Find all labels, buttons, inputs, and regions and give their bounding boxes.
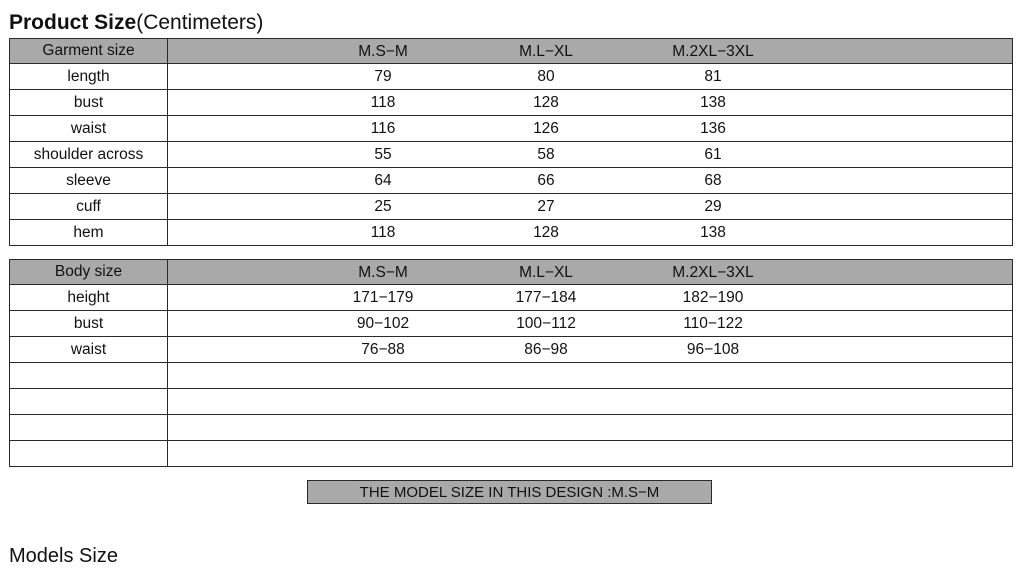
cell-value: 171−179 xyxy=(352,289,414,306)
row-label: shoulder across xyxy=(10,142,168,168)
row-values xyxy=(168,389,1013,415)
cell-value: 61 xyxy=(704,146,722,163)
size-header-cells xyxy=(168,39,1013,64)
row-values xyxy=(168,363,1013,389)
table-row xyxy=(10,415,1013,441)
table-row xyxy=(10,116,1013,142)
row-label: waist xyxy=(10,337,168,363)
table-row xyxy=(10,441,1013,467)
size-header-1: M.S−M xyxy=(358,264,408,281)
cell-value: 55 xyxy=(374,146,392,163)
row-label xyxy=(10,363,168,389)
cell-value: 182−190 xyxy=(682,289,744,306)
models-size-title: Models Size xyxy=(9,545,118,567)
cell-value: 81 xyxy=(704,68,722,85)
cell-value: 80 xyxy=(537,68,555,85)
table-row xyxy=(10,337,1013,363)
cell-value: 27 xyxy=(537,198,555,215)
row-values xyxy=(168,142,1013,168)
row-values xyxy=(168,194,1013,220)
cell-value: 118 xyxy=(370,224,396,241)
size-header-1: M.S−M xyxy=(358,43,408,60)
cell-value: 58 xyxy=(537,146,555,163)
table-row xyxy=(10,285,1013,311)
cell-value: 110−122 xyxy=(683,315,743,332)
row-label: length xyxy=(10,64,168,90)
table-row xyxy=(10,363,1013,389)
cell-value: 136 xyxy=(700,120,726,137)
cell-value: 79 xyxy=(374,68,392,85)
table-row xyxy=(10,64,1013,90)
size-header-cells xyxy=(168,260,1013,285)
table-header-row xyxy=(10,260,1013,285)
cell-value: 126 xyxy=(533,120,559,137)
cell-value: 177−184 xyxy=(515,289,577,306)
row-values xyxy=(168,337,1013,363)
row-values xyxy=(168,285,1013,311)
cell-value: 96−108 xyxy=(686,341,740,358)
row-label xyxy=(10,389,168,415)
table-row xyxy=(10,389,1013,415)
cell-value: 90−102 xyxy=(356,315,410,332)
cell-value: 25 xyxy=(374,198,392,215)
cell-value: 116 xyxy=(370,120,396,137)
model-size-note: THE MODEL SIZE IN THIS DESIGN :M.S−M xyxy=(307,480,712,504)
table-row xyxy=(10,142,1013,168)
row-values xyxy=(168,311,1013,337)
row-values xyxy=(168,441,1013,467)
page-title xyxy=(9,11,263,35)
row-values xyxy=(168,64,1013,90)
garment-size-table xyxy=(9,38,1013,246)
title-unit: (Centimeters) xyxy=(136,11,264,34)
cell-value: 118 xyxy=(370,94,396,111)
cell-value: 66 xyxy=(537,172,555,189)
cell-value: 86−98 xyxy=(524,341,568,358)
row-label xyxy=(10,415,168,441)
row-label: waist xyxy=(10,116,168,142)
size-header-3: M.2XL−3XL xyxy=(672,264,754,281)
size-header-3: M.2XL−3XL xyxy=(672,43,754,60)
row-values xyxy=(168,415,1013,441)
row-values xyxy=(168,220,1013,246)
garment-size-header: Garment size xyxy=(10,39,168,64)
row-values xyxy=(168,90,1013,116)
body-size-header: Body size xyxy=(10,260,168,285)
row-label: bust xyxy=(10,311,168,337)
cell-value: 64 xyxy=(374,172,392,189)
row-label xyxy=(10,441,168,467)
cell-value: 68 xyxy=(704,172,722,189)
table-row xyxy=(10,311,1013,337)
row-values xyxy=(168,116,1013,142)
row-label: height xyxy=(10,285,168,311)
size-header-2: M.L−XL xyxy=(519,43,573,60)
title-main: Product Size xyxy=(9,11,137,34)
table-header-row xyxy=(10,39,1013,64)
table-row xyxy=(10,168,1013,194)
table-row xyxy=(10,90,1013,116)
table-row xyxy=(10,220,1013,246)
body-size-table xyxy=(9,259,1013,467)
size-header-2: M.L−XL xyxy=(519,264,573,281)
row-label: hem xyxy=(10,220,168,246)
cell-value: 138 xyxy=(700,94,726,111)
cell-value: 29 xyxy=(704,198,722,215)
row-label: bust xyxy=(10,90,168,116)
row-label: cuff xyxy=(10,194,168,220)
row-values xyxy=(168,168,1013,194)
cell-value: 100−112 xyxy=(516,315,576,332)
cell-value: 128 xyxy=(533,224,559,241)
cell-value: 76−88 xyxy=(361,341,405,358)
table-row xyxy=(10,194,1013,220)
cell-value: 128 xyxy=(533,94,559,111)
cell-value: 138 xyxy=(700,224,726,241)
row-label: sleeve xyxy=(10,168,168,194)
